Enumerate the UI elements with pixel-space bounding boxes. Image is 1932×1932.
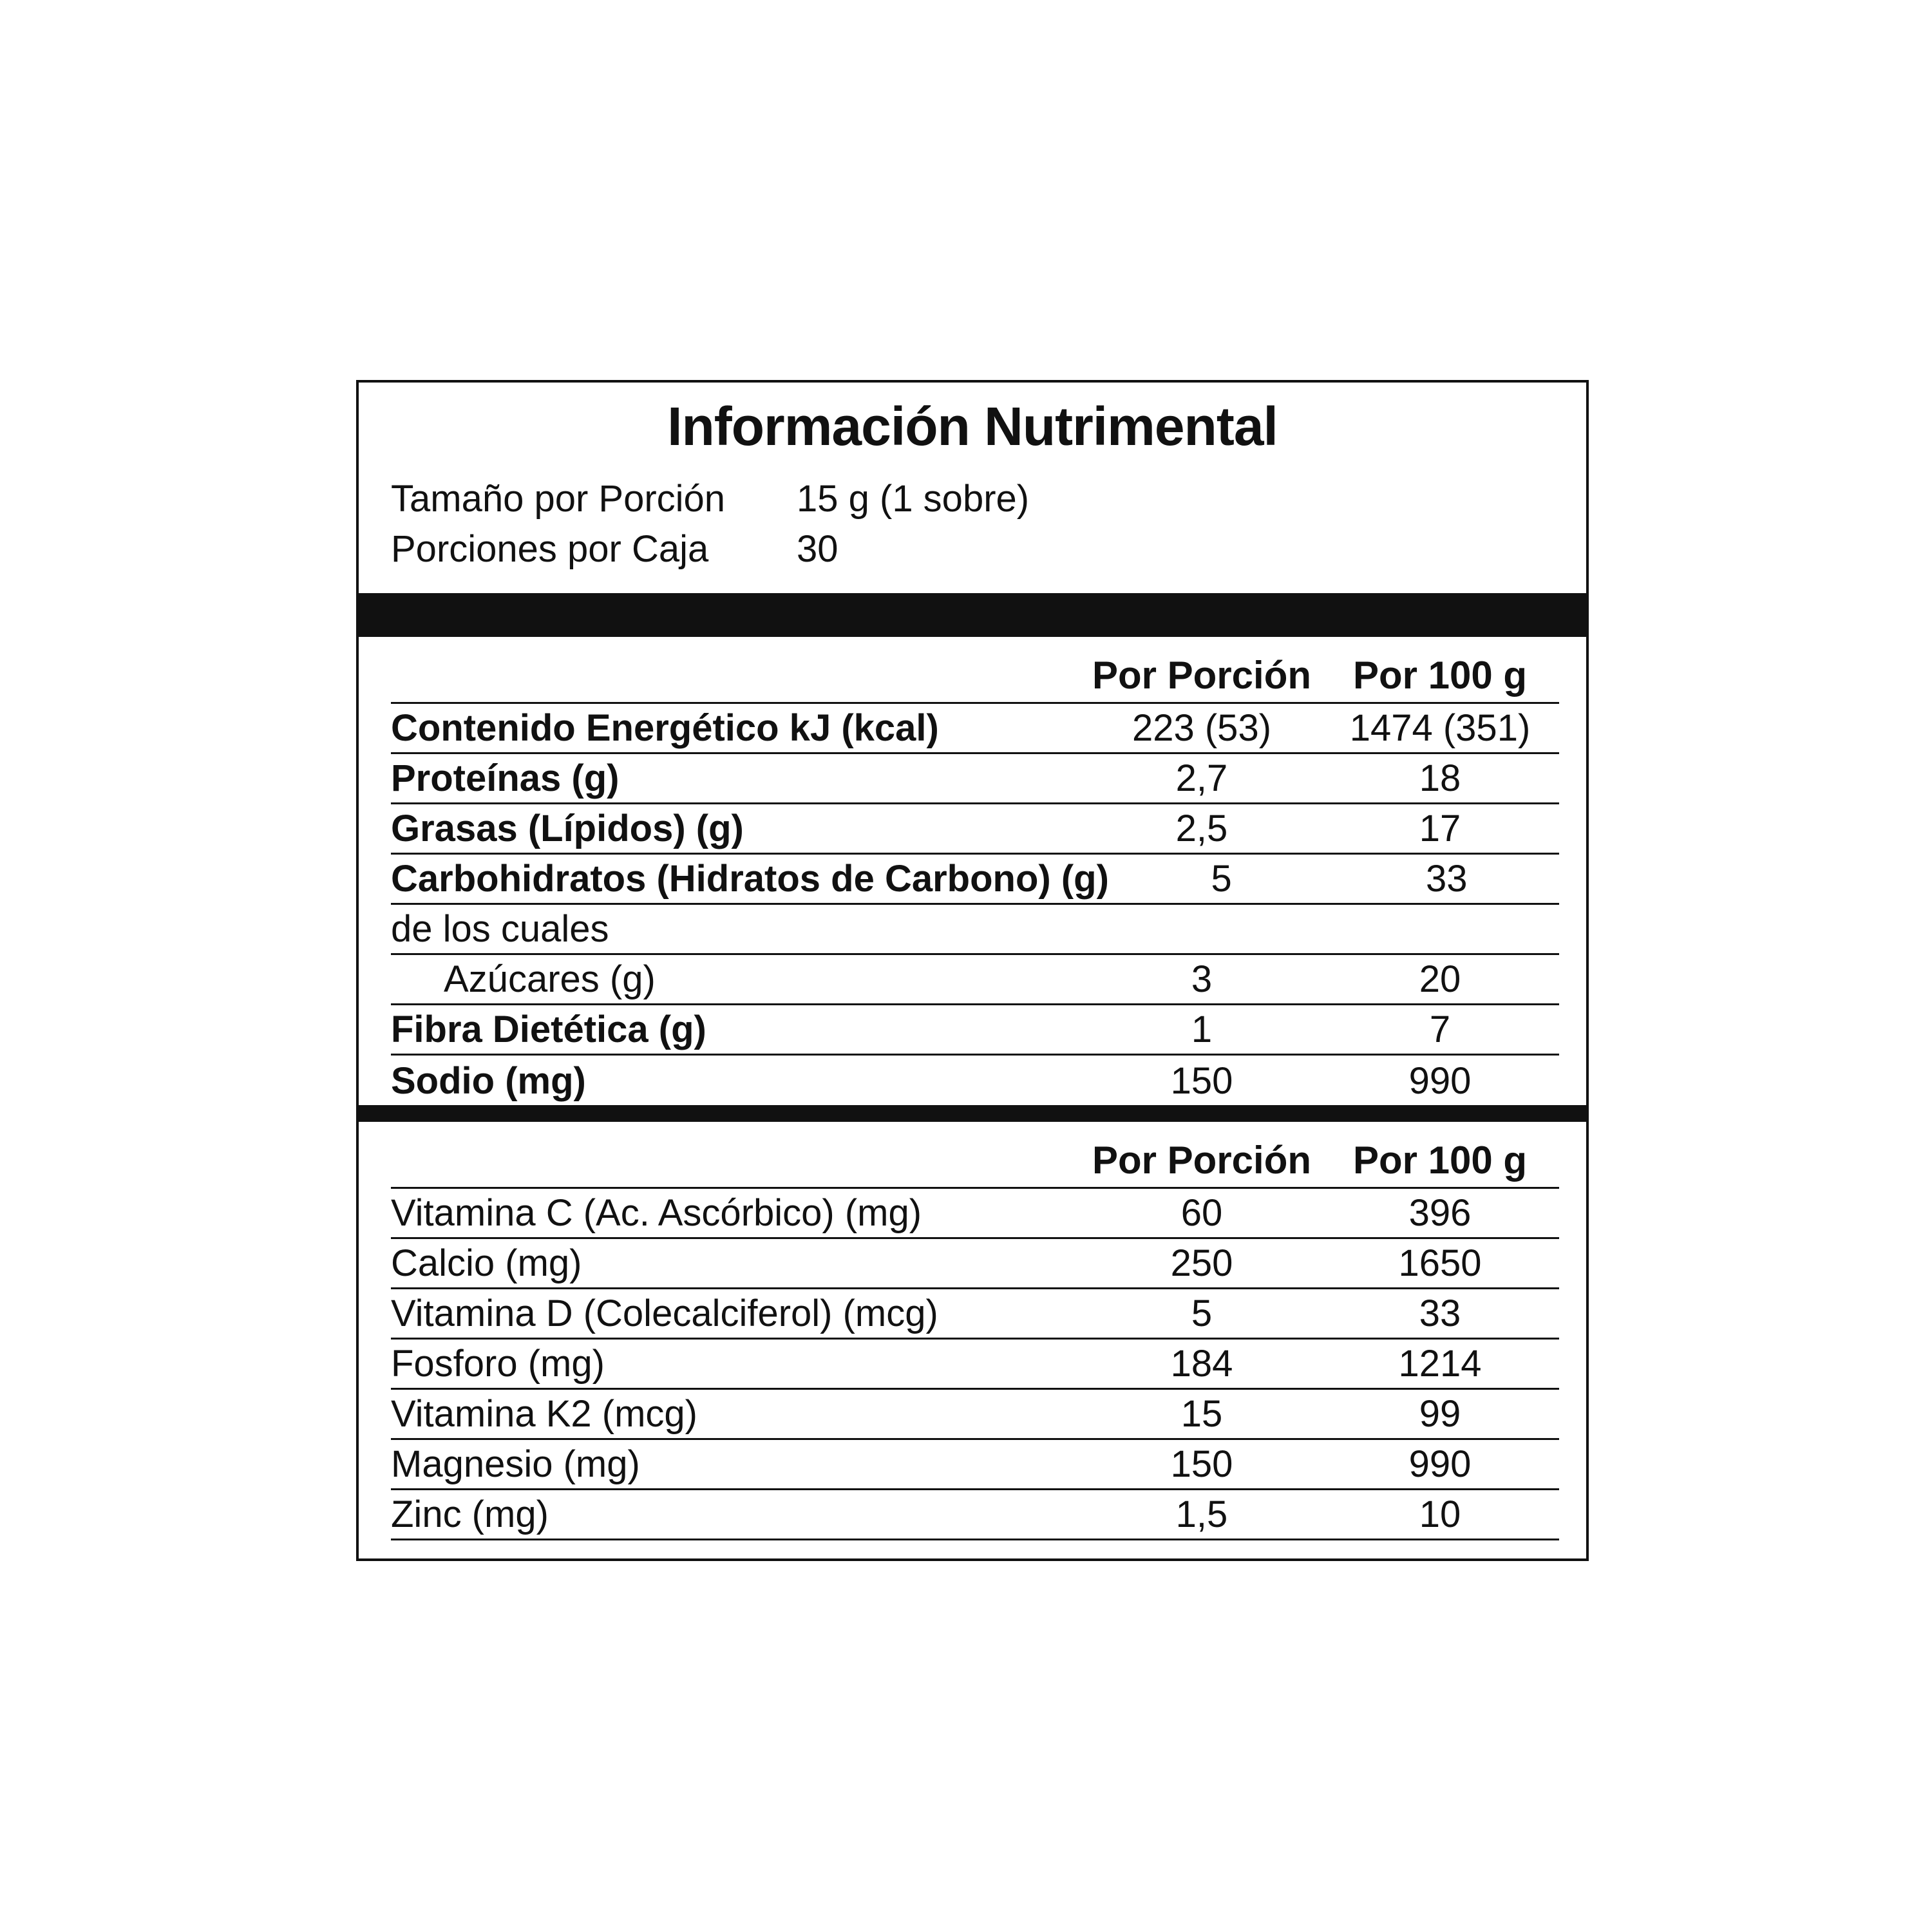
table-row [391,1490,1559,1540]
table-row [391,1340,1559,1390]
table-row [391,754,1559,804]
row-label: Vitamina C (Ac. Ascórbico) (mg) [391,1192,922,1234]
row-value-per-100g: 7 [1429,1009,1451,1050]
row-value-per-serving: 2,5 [1175,808,1228,849]
table-row [391,1005,1559,1056]
row-value-per-100g: 99 [1419,1393,1461,1435]
row-value-per-100g: 990 [1408,1059,1472,1102]
row-label: Magnesio (mg) [391,1443,640,1485]
row-value-per-100g: 20 [1419,958,1461,1000]
table-row [391,1239,1559,1289]
row-value-per-100g: 33 [1425,858,1468,900]
row-label: Proteínas (g) [391,757,620,799]
nutrients-table [391,637,1559,1106]
table-row [391,1189,1559,1239]
row-label: Sodio (mg) [391,1059,586,1102]
row-value-per-100g: 17 [1419,808,1461,849]
col-header-per-100g: Por 100 g [1352,654,1528,697]
row-label: Contenido Energético kJ (kcal) [391,707,939,749]
row-label: Vitamina K2 (mcg) [391,1393,697,1435]
row-label: Zinc (mg) [391,1493,549,1535]
panel-title: Información Nutrimental [667,396,1278,457]
servings-per-box-row [391,527,838,572]
table-row [391,955,1559,1005]
col-header-per-serving: Por Porción [1092,1139,1312,1182]
servings-per-box-value: 30 [797,528,838,570]
row-label: Vitamina D (Colecalciferol) (mcg) [391,1293,938,1334]
table-row [391,855,1559,905]
serving-size-label: Tamaño por Porción [391,478,726,520]
row-value-per-100g: 1650 [1398,1242,1482,1284]
row-value-per-100g: 18 [1419,757,1461,799]
row-label: Fosforo (mg) [391,1343,605,1385]
servings-per-box-label: Porciones por Caja [391,528,709,570]
section-divider-thick [359,593,1586,637]
row-value-per-serving: 3 [1191,958,1213,1000]
table-row [391,1056,1559,1106]
row-value-per-serving: 2,7 [1175,757,1228,799]
row-label: Fibra Dietética (g) [391,1009,706,1050]
row-label: Carbohidratos (Hidratos de Carbono) (g) [391,858,1109,900]
row-value-per-100g: 990 [1408,1443,1472,1485]
row-label: Calcio (mg) [391,1242,582,1284]
row-value-per-serving: 1,5 [1175,1493,1228,1535]
col-header-per-serving: Por Porción [1092,654,1312,697]
table-row [391,905,1559,955]
row-value-per-100g: 1474 (351) [1349,707,1531,749]
table-row [391,1440,1559,1490]
row-value-per-100g: 396 [1408,1192,1472,1234]
vitamins-table-header [391,1122,1559,1189]
row-value-per-100g: 10 [1419,1493,1461,1535]
row-value-per-100g: 33 [1419,1293,1461,1334]
nutrition-facts-panel [356,380,1589,1561]
row-value-per-serving: 150 [1170,1443,1233,1485]
row-value-per-serving: 5 [1191,1293,1213,1334]
row-label: Grasas (Lípidos) (g) [391,808,744,849]
row-value-per-100g: 1214 [1398,1343,1482,1385]
table-row [391,1390,1559,1440]
row-value-per-serving: 60 [1180,1192,1223,1234]
serving-size-row [391,477,1029,522]
row-label: Azúcares (g) [444,958,656,1000]
table-row [391,704,1559,754]
vitamins-minerals-table [391,1122,1559,1540]
row-value-per-serving: 250 [1170,1242,1233,1284]
table-row [391,804,1559,855]
serving-size-value: 15 g (1 sobre) [797,478,1030,520]
row-value-per-serving: 150 [1170,1059,1233,1102]
nutrients-table-header [391,637,1559,704]
row-value-per-serving: 184 [1170,1343,1233,1385]
table-row [391,1289,1559,1340]
row-label: de los cuales [391,908,609,950]
row-value-per-serving: 5 [1211,858,1232,900]
col-header-per-100g: Por 100 g [1352,1139,1528,1182]
row-value-per-serving: 223 (53) [1132,707,1272,749]
row-value-per-serving: 15 [1180,1393,1223,1435]
section-divider-thin [359,1105,1586,1122]
row-value-per-serving: 1 [1191,1009,1213,1050]
